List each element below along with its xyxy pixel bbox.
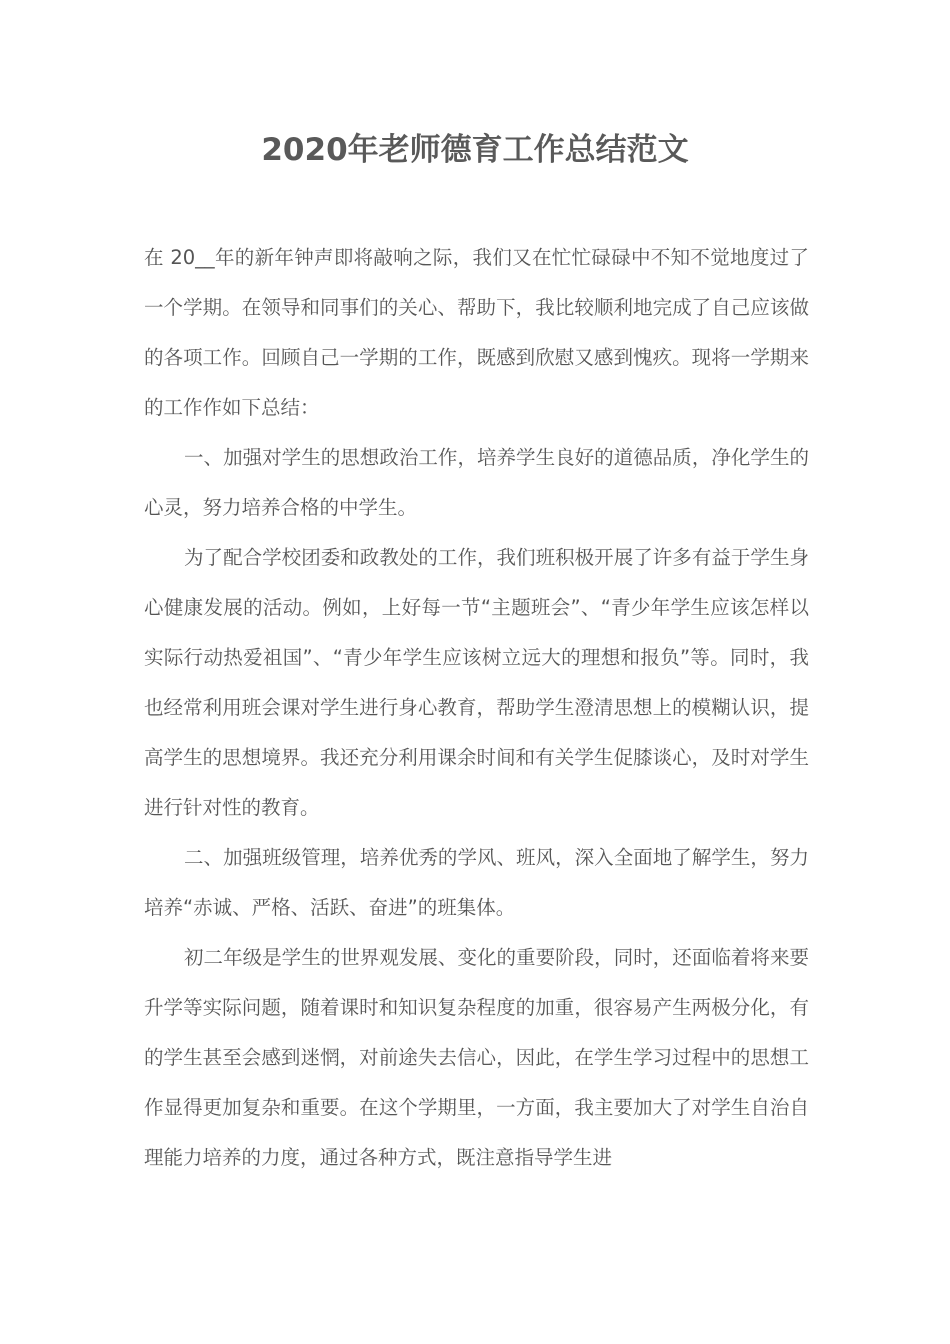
document-body	[144, 233, 809, 1183]
document-title: 2020年老师德育工作总结范文	[261, 132, 689, 168]
section-one-heading: 一、加强对学生的思想政治工作，培养学生良好的道德品质，净化学生的心灵，努力培养合格的中学生。	[144, 446, 809, 519]
section-two-paragraph: 初二年级是学生的世界观发展、变化的重要阶段，同时，还面临着将来要升学等实际问题，随着课时和知识复杂程度的加重，很容易产生两极分化，有的学生甚至会感到迷惘，对前途失去信心，因此，在学生学习过程中的思想工作显得更加复杂和重要。在这个学期里，一方面，我主要加大了对学生自治自理能力培养的力度，通过各种方式，既注意指导学生进	[144, 946, 809, 1169]
section-one-paragraph: 为了配合学校团委和政教处的工作，我们班积极开展了许多有益于学生身心健康发展的活动。例如，上好每一节“主题班会”、“青少年学生应该怎样以实际行动热爱祖国”、“青少年学生应该树立远大的理想和报负”等。同时，我也经常利用班会课对学生进行身心教育，帮助学生澄清思想上的模糊认识，提高学生的思想境界。我还充分利用课余时间和有关学生促膝谈心，及时对学生进行针对性的教育。	[144, 546, 809, 819]
intro-paragraph: 在 20__年的新年钟声即将敲响之际，我们又在忙忙碌碌中不知不觉地度过了一个学期。在领导和同事们的关心、帮助下，我比较顺利地完成了自己应该做的各项工作。回顾自己一学期的工作，既感到欣慰又感到愧疚。现将一学期来的工作作如下总结：	[144, 246, 809, 419]
section-two-heading: 二、加强班级管理，培养优秀的学风、班风，深入全面地了解学生，努力培养“赤诚、严格、活跃、奋进”的班集体。	[144, 846, 809, 919]
